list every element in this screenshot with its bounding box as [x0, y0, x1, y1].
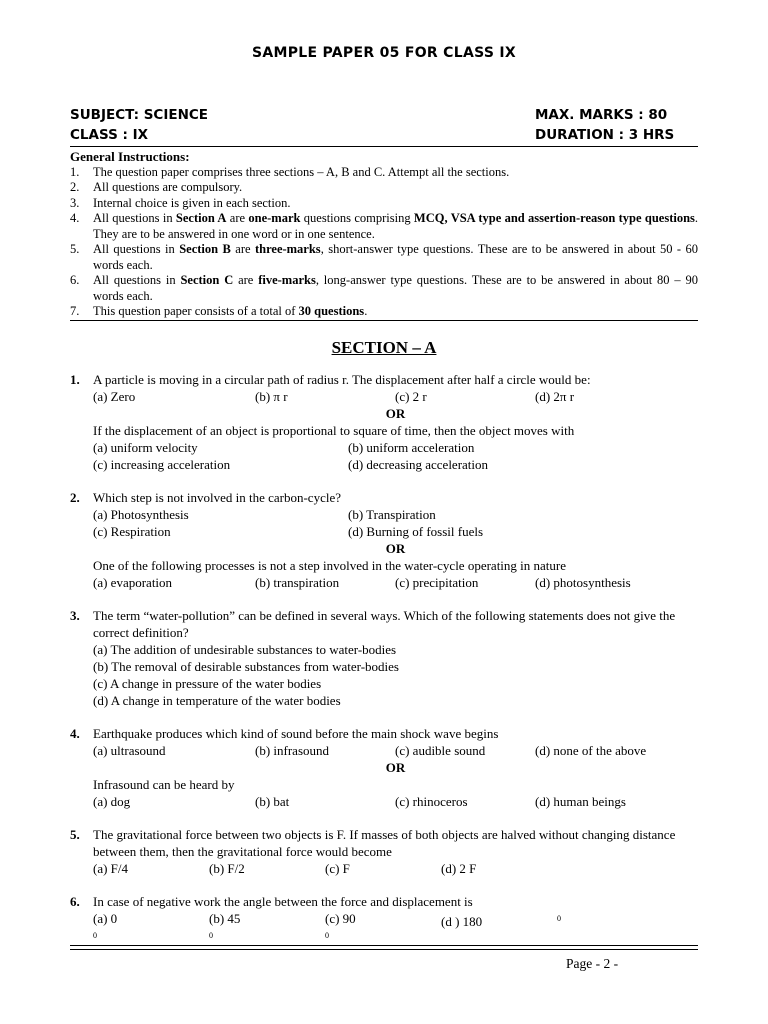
instruction-item: 1. The question paper comprises three sections – A, B and C. Attempt all the sections.	[70, 164, 510, 179]
subject-label: SUBJECT: SCIENCE	[70, 107, 208, 123]
options: (a) Photosynthesis (b) Transpiration	[93, 507, 436, 522]
question-text: The gravitational force between two objects is F. If masses of both objects are halved without changing distance between them, then the gravitational force would become	[93, 827, 676, 859]
question-5: 5. The gravitational force between two objects is F. If masses of both objects are halved without changing distance between them, then the gravitational force would become (a) F/4 (b) F/2 (c) F (d) 2 F	[70, 826, 698, 877]
instruction-item: 6. All questions in Section C are five-marks, long-answer type questions. These are to be answered in about 80 – 90 words each.	[70, 273, 698, 303]
or-label: OR	[385, 541, 406, 556]
general-instructions	[70, 149, 698, 320]
question-text: The term “water-pollution” can be defined in several ways. Which of the following statements does not give the correct definition?	[93, 608, 676, 640]
options: (a) uniform velocity (b) uniform acceleration	[93, 440, 475, 455]
instruction-item: 3. Internal choice is given in each section.	[70, 195, 291, 210]
instructions-heading: General Instructions:	[70, 149, 190, 164]
question-text: Earthquake produces which kind of sound before the main shock wave begins	[93, 726, 499, 741]
question-text: Which step is not involved in the carbon-cycle?	[93, 490, 342, 505]
page-number: Page - 2 -	[566, 956, 619, 971]
question-text: In case of negative work the angle between the force and displacement is	[93, 894, 473, 909]
options: (a) F/4 (b) F/2 (c) F (d) 2 F	[93, 861, 477, 876]
section-heading: SECTION – A	[331, 338, 437, 357]
options: (a) ultrasound (b) infrasound (c) audible sound (d) none of the above	[93, 743, 647, 758]
alt-question-text: If the displacement of an object is proportional to square of time, then the object moves with	[93, 423, 575, 438]
or-label: OR	[385, 406, 406, 421]
options: (c) increasing acceleration (d) decreasing acceleration	[93, 457, 489, 472]
or-label: OR	[385, 760, 406, 775]
duration-label: DURATION : 3 HRS	[535, 127, 675, 143]
footer-rule	[70, 949, 698, 950]
question-2: 2. Which step is not involved in the carbon-cycle? (a) Photosynthesis (b) Transpiration (c) Respiration (d) Burning of fossil fuels OR One of the following processes is not a step involved in the water-cycle operating in nature (a) evaporation (b) transpiration (c) precipitation (d) photosynthesis	[70, 489, 698, 591]
header-rule	[70, 146, 698, 147]
alt-question-text: Infrasound can be heard by	[93, 777, 235, 792]
options: (a) evaporation (b) transpiration (c) precipitation (d) photosynthesis	[93, 575, 631, 590]
paper-title: SAMPLE PAPER 05 FOR CLASS IX	[251, 45, 517, 61]
options: (c) Respiration (d) Burning of fossil fuels	[93, 524, 484, 539]
option: (c) A change in pressure of the water bodies	[93, 676, 322, 691]
question-text: A particle is moving in a circular path of radius r. The displacement after half a circle would be:	[93, 372, 591, 387]
instructions-rule	[70, 320, 698, 321]
question-6: 6. In case of negative work the angle between the force and displacement is (a) $0^0$ (b) $45^0$ (c) $90^0$ (d ) 180 $^0$	[70, 893, 698, 947]
alt-question-text: One of the following processes is not a step involved in the water-cycle operating in nature	[93, 558, 567, 573]
question-3: 3. The term “water-pollution” can be defined in several ways. Which of the following statements does not give the correct definition? (a) The addition of undesirable substances to water-bodies (b) The removal of desirable substances from water-bodies (c) A change in pressure of the water bodies (d) A change in temperature of the water bodies	[70, 607, 698, 709]
footer-rule	[70, 945, 698, 946]
options: (a) dog (b) bat (c) rhinoceros (d) human beings	[93, 794, 626, 809]
instruction-item: 2. All questions are compulsory.	[70, 180, 243, 194]
class-label: CLASS : IX	[70, 127, 149, 143]
options: (a) $0^0$ (b) $45^0$ (c) $90^0$ (d ) 180 $^0$	[93, 911, 561, 940]
instruction-item: 5. All questions in Section B are three-marks, short-answer type questions. These are to be answered in about 50 - 60 words each.	[70, 242, 698, 272]
max-marks-label: MAX. MARKS : 80	[535, 107, 668, 123]
instruction-item: 7. This question paper consists of a total of 30 questions.	[70, 304, 368, 318]
option: (b) The removal of desirable substances from water-bodies	[93, 659, 399, 674]
instruction-item: 4. All questions in Section A are one-mark questions comprising MCQ, VSA type and assertion-reason type questions. They are to be answered in one word or in one sentence.	[70, 211, 699, 241]
question-list	[70, 371, 698, 947]
question-4: 4. Earthquake produces which kind of sound before the main shock wave begins (a) ultrasound (b) infrasound (c) audible sound (d) none of the above OR Infrasound can be heard by (a) dog (b) bat (c) rhinoceros (d) human beings	[70, 725, 698, 810]
options: (a) Zero (b) π r (c) 2 r (d) 2π r	[93, 389, 575, 404]
option: (a) The addition of undesirable substances to water-bodies	[93, 642, 397, 657]
question-1: 1. A particle is moving in a circular path of radius r. The displacement after half a circle would be: (a) Zero (b) π r (c) 2 r (d) 2π r OR If the displacement of an object is proportional to square of time, then the object moves with (a) uniform velocity (b) uniform acceleration (c) increasing acceleration (d) decreasing acceleration	[70, 371, 698, 473]
option: (d) A change in temperature of the water bodies	[93, 693, 341, 708]
